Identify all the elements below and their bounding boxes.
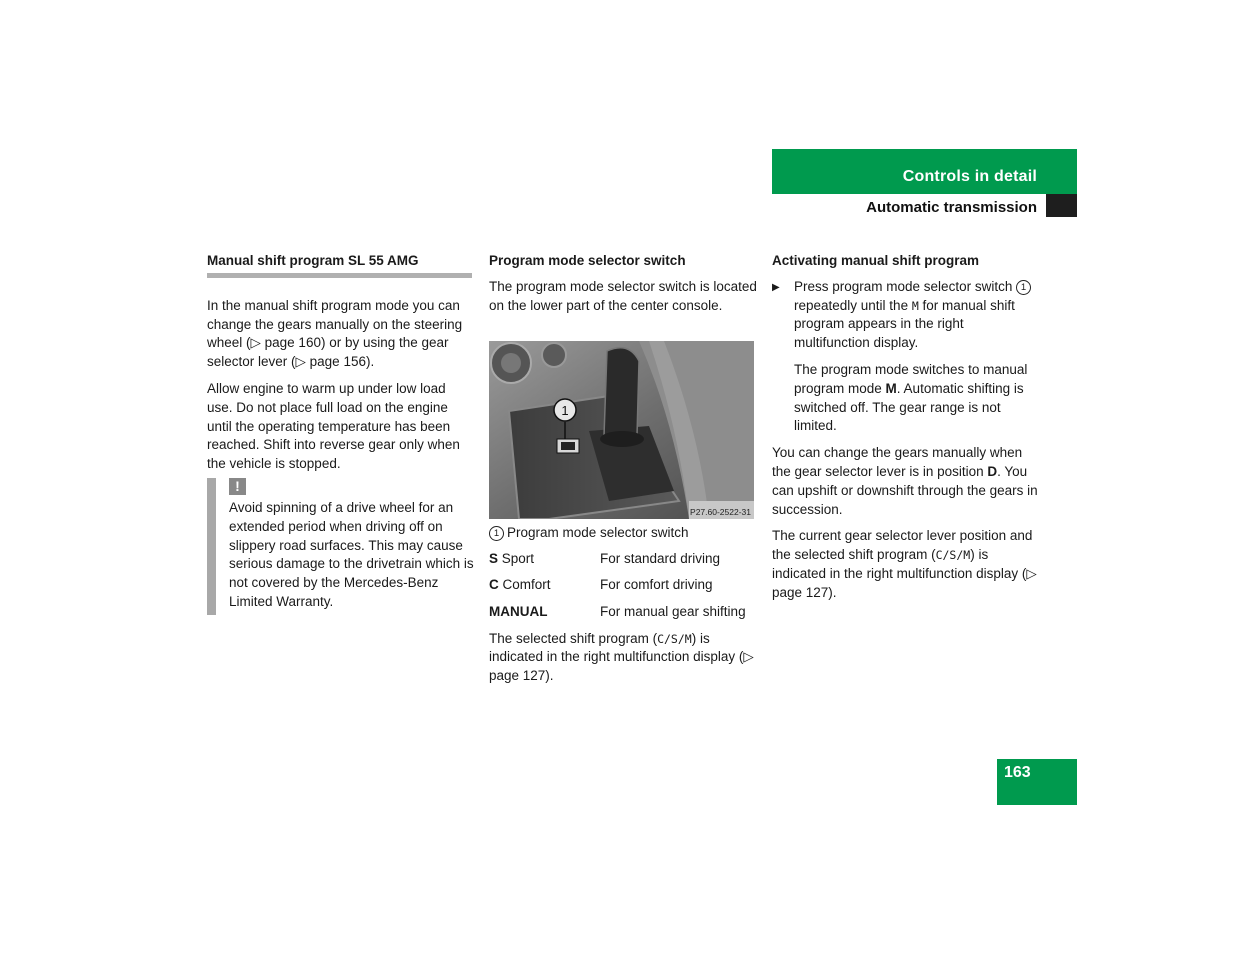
mode-row-sport <box>489 550 759 577</box>
mode-row-manual <box>489 603 759 630</box>
step-code: M <box>911 298 919 313</box>
warning-box <box>207 478 472 615</box>
photo-code: P27.60-2522-31 <box>690 507 751 517</box>
caption-text: Program mode selector switch <box>507 525 689 540</box>
photo-caption <box>489 524 759 543</box>
paragraph-warmup: Allow engine to warm up under low load use. Do not place full load on the engine until the operating temperature has been reached. Shift into reverse gear only when the vehicle is stopped. <box>207 380 460 472</box>
page-number: 163 <box>997 759 1077 805</box>
warning-bar <box>207 478 216 615</box>
mode-name: Comfort <box>498 577 551 593</box>
heading-activating: Activating manual shift program <box>772 253 980 268</box>
step-item <box>772 278 1040 444</box>
heading-selector-switch: Program mode selector switch <box>489 253 686 268</box>
column-right <box>772 252 1040 611</box>
paragraph-location: The program mode selector switch is located on the lower part of the center console. <box>489 278 757 313</box>
caption-number: 1 <box>489 526 504 541</box>
section-header <box>772 149 1077 194</box>
paragraph-current-position: The current gear selector lever position and the selected shift program (C/S/M) is indicated in the right multifunction display (▷ page 127). <box>772 528 1037 600</box>
mode-desc: For standard driving <box>600 550 721 566</box>
mode-letter: MANUAL <box>489 603 548 619</box>
mode-name: Sport <box>498 550 535 566</box>
shift-code: C/S/M <box>935 548 971 563</box>
center-console-photo <box>489 341 754 519</box>
section-title: Controls in detail <box>902 168 1037 185</box>
warning-icon: ! <box>229 478 246 495</box>
mode-row-comfort <box>489 576 759 603</box>
mode-letter: C <box>489 577 499 593</box>
column-middle <box>489 252 757 323</box>
warning-text: Avoid spinning of a drive wheel for an extended period when driving off on slippery road surfaces. This may cause serious damage to the drivetrain which is not covered by the Mercedes-Benz Limited Warranty. <box>229 500 474 609</box>
header-marker <box>1046 194 1077 217</box>
paragraph-selected-program: The selected shift program (C/S/M) is indicated in the right multifunction display (▷ page 127). <box>489 630 754 684</box>
column-left <box>207 252 472 482</box>
paragraph-intro: In the manual shift program mode you can change the gears manually on the steering wheel (▷ page 160) or by using the gear selector lever (▷ page 156). <box>207 297 463 370</box>
mode-desc: For manual gear shifting <box>600 603 746 619</box>
heading-manual-shift: Manual shift program SL 55 AMG <box>207 252 472 278</box>
step-text: Press program mode selector switch 1 repeatedly until the M for manual shift program appears in the right multifunction display. <box>794 278 1040 353</box>
subsection-title: Automatic transmission <box>866 199 1037 216</box>
step-result: The program mode switches to manual program mode M. Automatic shifting is switched off. The gear range is not limited. <box>794 361 1028 434</box>
shift-code: C/S/M <box>657 631 692 646</box>
step-number: 1 <box>1016 280 1031 295</box>
photo-callout: 1 <box>561 403 569 418</box>
mode-letter: S <box>489 550 499 566</box>
photo-caption-block <box>489 524 759 694</box>
console-illustration <box>489 341 754 519</box>
bullet-arrow-icon: ▶ <box>772 281 780 293</box>
paragraph-change-gears: You can change the gears manually when the gear selector lever is in position D. You can upshift or downshift through the gears in succession. <box>772 445 1038 517</box>
mode-desc: For comfort driving <box>600 577 713 593</box>
